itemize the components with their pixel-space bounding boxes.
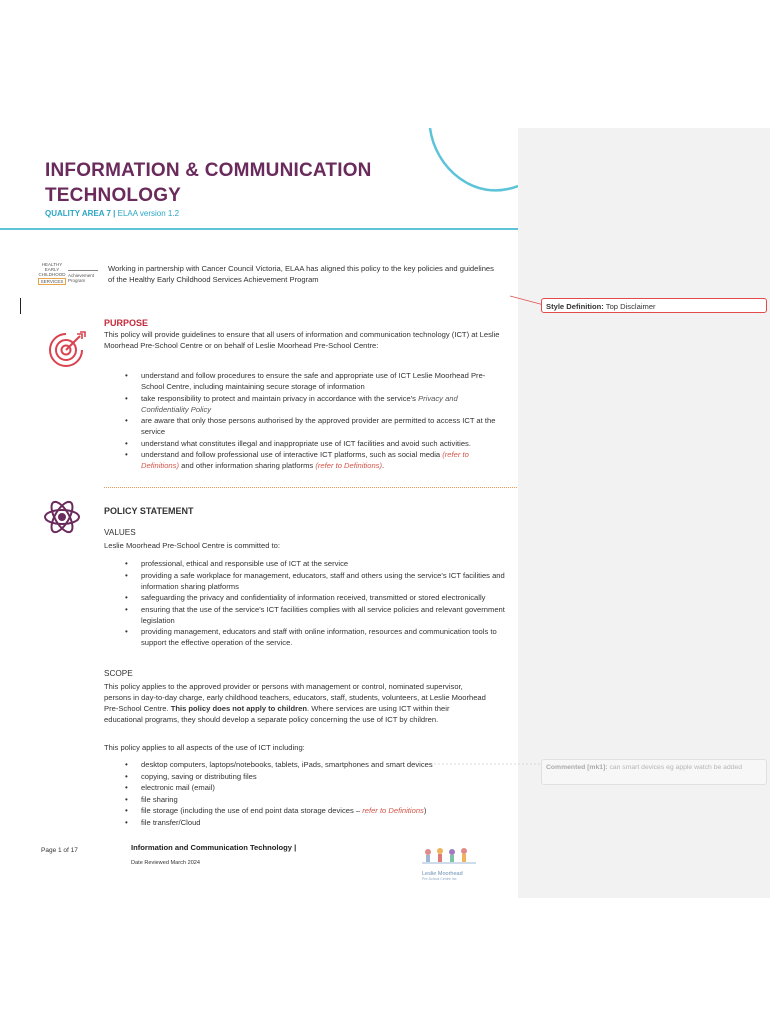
children-figures-icon	[418, 846, 482, 866]
list-item: • understand what constitutes illegal and inappropriate use of ICT facilities and avoid such activities.	[125, 438, 505, 449]
centre-logo-name: Leslie Moorhead	[422, 871, 463, 877]
list-item-text: take responsibility to protect and maintain privacy in accordance with the service's	[141, 393, 419, 403]
list-item-text: .	[382, 461, 385, 470]
scope-text-part: This policy applies to the approved provider or persons with management or control, nominated supervisor, persons in day-to-day charge, early childhood teachers, educators, staff, students, volunteers, at Leslie Moorhead Pre-School Centre.	[104, 682, 486, 713]
style-definition-value: Top Disclaimer	[603, 302, 656, 311]
purpose-list	[125, 370, 505, 472]
list-item: • providing a safe workplace for management, educators, staff and others using the service's ICT facilities and information sharing platforms	[125, 570, 505, 592]
list-item: • file sharing	[125, 794, 510, 805]
comment-connector-line	[430, 760, 542, 768]
definitions-reference: (refer to Definitions)	[315, 461, 383, 470]
footer-title: Information and Communication Technology |	[131, 843, 297, 852]
elaa-version: ELAA version 1.2	[117, 209, 180, 218]
section-divider	[104, 487, 518, 488]
list-item: • understand and follow procedures to ensure the safe and appropriate use of ICT Leslie Moorhead Pre-School Centre, including maintaining secure storage of information	[125, 370, 505, 392]
text-cursor	[20, 298, 21, 314]
heal-program-logo	[38, 262, 98, 292]
style-definition-balloon[interactable]	[541, 298, 767, 313]
list-item	[125, 805, 510, 816]
target-icon	[45, 330, 87, 370]
list-item	[125, 393, 505, 415]
page-number: Page 1 of 17	[41, 847, 78, 854]
logo-line: SERVICES	[38, 278, 66, 285]
centre-logo-sub: Pre-School Centre Inc.	[422, 877, 458, 881]
style-definition-label: Style Definition:	[546, 302, 604, 311]
list-item: • electronic mail (email)	[125, 782, 510, 793]
comment-text: can smart devices eg apple watch be added	[607, 764, 743, 771]
list-item: • safeguarding the privacy and confidentiality of information received, transmitted or stored electronically	[125, 592, 505, 603]
values-list	[125, 558, 505, 649]
logo-line: Achievement	[68, 273, 95, 278]
style-connector-line	[510, 294, 544, 308]
list-item: • are aware that only those persons authorised by the approved provider are permitted to access ICT at the service	[125, 415, 505, 437]
quality-area-label: QUALITY AREA 7 |	[45, 209, 116, 218]
list-item: • file transfer/Cloud	[125, 817, 510, 828]
page-title	[45, 158, 372, 208]
scope-heading: SCOPE	[104, 669, 133, 678]
title-line-2: TECHNOLOGY	[45, 185, 182, 206]
policy-statement-heading: POLICY STATEMENT	[104, 506, 194, 516]
logo-line: Program	[68, 278, 86, 284]
values-intro: Leslie Moorhead Pre-School Centre is committed to:	[104, 541, 281, 550]
footer-date: Date Reviewed March 2024	[131, 860, 201, 866]
list-item-text: understand and follow professional use of interactive ICT platforms, such as social media	[141, 450, 443, 459]
partnership-text: Working in partnership with Cancer Council Victoria, ELAA has aligned this policy to the key policies and guidelines of the Healthy Early Childhood Services Achievement Program	[108, 264, 494, 284]
header-arc-decoration	[380, 128, 518, 228]
list-item-text: file storage (including the use of end point data storage devices –	[141, 806, 363, 815]
definitions-reference: (refer to Definitions)	[141, 450, 469, 470]
purpose-heading: PURPOSE	[104, 318, 149, 328]
list-item: • professional, ethical and responsible use of ICT at the service	[125, 558, 505, 569]
list-item-text: and other information sharing platforms	[178, 461, 316, 470]
definitions-reference: refer to Definitions	[362, 806, 424, 815]
purpose-intro: This policy will provide guidelines to ensure that all users of information and communication technology (ICT) at Leslie Moorhead Pre-School Centre or on behalf of Leslie Moorhead Pre-School Centre:	[104, 330, 500, 350]
atom-icon	[42, 497, 82, 537]
list-item: • desktop computers, laptops/notebooks, tablets, iPads, smartphones and smart devices	[125, 759, 510, 770]
header-divider	[0, 228, 518, 230]
values-heading: VALUES	[104, 528, 136, 537]
aspects-intro: This policy applies to all aspects of the use of ICT including:	[104, 743, 305, 752]
list-item	[125, 449, 505, 471]
comment-balloon[interactable]	[541, 759, 767, 785]
list-item: • ensuring that the use of the service's ICT facilities complies with all service policies and relevant government legislation	[125, 604, 505, 626]
list-item-text: )	[423, 806, 427, 815]
logo-line: EARLY	[44, 267, 60, 273]
quality-area-line	[45, 209, 179, 218]
comment-author: Commented [mk1]:	[546, 764, 608, 771]
centre-logo	[418, 846, 482, 880]
aspects-list	[125, 759, 510, 828]
privacy-policy-reference: Privacy and Confidentiality Policy	[141, 393, 458, 414]
scope-emphasis: This policy does not apply to children	[170, 704, 307, 713]
scope-text-part: . Where services are using ICT within their educational programs, they should develop a separate policy concerning the use of ICT by children.	[104, 704, 450, 724]
logo-line: HEALTHY	[41, 262, 63, 267]
list-item: • copying, saving or distributing files	[125, 771, 510, 782]
scope-text	[104, 681, 489, 725]
logo-line: CHILDHOOD	[38, 272, 66, 278]
title-line-1: INFORMATION & COMMUNICATION	[45, 160, 372, 181]
list-item: • providing management, educators and staff with online information, resources and communication tools to support the effective operation of the service.	[125, 626, 505, 648]
